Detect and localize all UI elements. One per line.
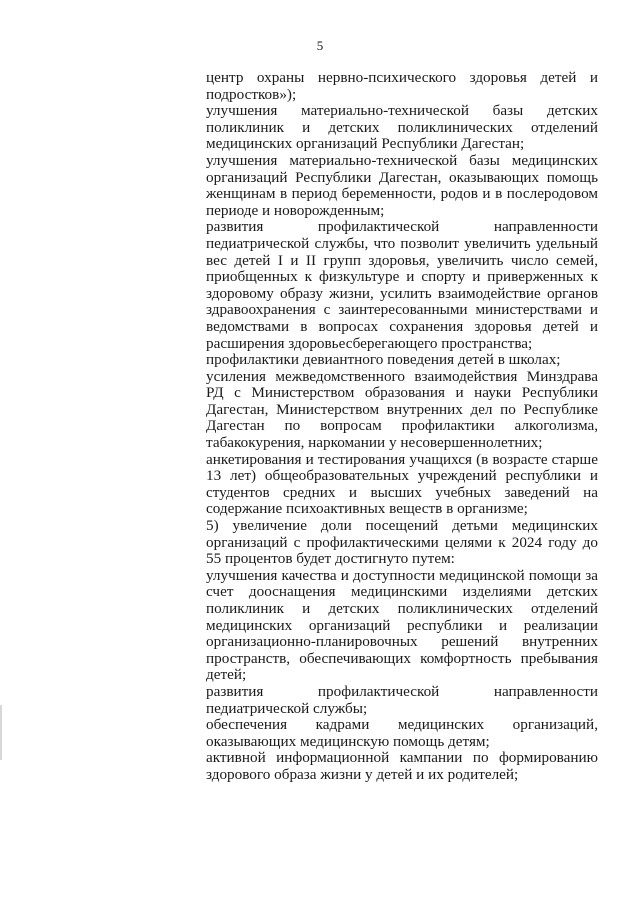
paragraph: развития профилактической направленности педиатрической службы;: [206, 682, 598, 717]
paragraph: профилактики девиантного поведения детей в школах;: [206, 351, 561, 369]
paragraph: обеспечения кадрами медицинских организаций, оказывающих медицинскую помощь детям;: [206, 716, 598, 750]
paragraph: улучшения материально-технической базы медицинских организаций Республики Дагестан, оказывающих помощь женщинам в период беременности, родов и в послеродовом периоде и новорожденным;: [206, 151, 598, 219]
paragraph: улучшения качества и доступности медицинской помощи за счет дооснащения медицинскими изделиями детских поликлиник и детских поликлинических отделений медицинских организаций республики и реализации организационно-планировочных решений внутренних пространств, обеспечивающих комфортность пребывания детей;: [206, 566, 598, 684]
paragraph: развития профилактической направленности педиатрической службы, что позволит увеличить удельный вес детей I и II групп здоровья, увеличить число семей, приобщенных к физкультуре и спорту и приверженных к здоровому образу жизни, усилить взаимодействие органов здравоохранения с заинтересованными министерствами и ведомствами в вопросах сохранения здоровья детей и расширения здоровьесберегающего пространства;: [206, 218, 598, 352]
page-number: 5: [316, 38, 324, 53]
document-body: [206, 70, 598, 784]
paragraph: улучшения материально-технической базы детских поликлиник и детских поликлинических отделений медицинских организаций Республики Дагестан;: [206, 102, 598, 153]
paragraph: 5) увеличение доли посещений детьми медицинских организаций с профилактическими целями к 2024 году до 55 процентов будет достигнуто путем:: [206, 517, 598, 568]
paragraph: усиления межведомственного взаимодействия Минздрава РД с Министерством образования и науки Республики Дагестан, Министерством внутренних дел по Республике Дагестан по вопросам профилактики алкоголизма, табакокурения, наркомании у несовершеннолетних;: [206, 367, 598, 452]
scan-edge-mark: [0, 705, 2, 760]
paragraph: анкетирования и тестирования учащихся (в возрасте старше 13 лет) общеобразовательных учреждений республики и студентов средних и высших учебных заведений на содержание психоактивных веществ в организме;: [206, 450, 598, 518]
paragraph: центр охраны нервно-психического здоровья детей и подростков»);: [206, 69, 598, 103]
paragraph: активной информационной кампании по формированию здорового образа жизни у детей и их родителей;: [206, 749, 598, 783]
